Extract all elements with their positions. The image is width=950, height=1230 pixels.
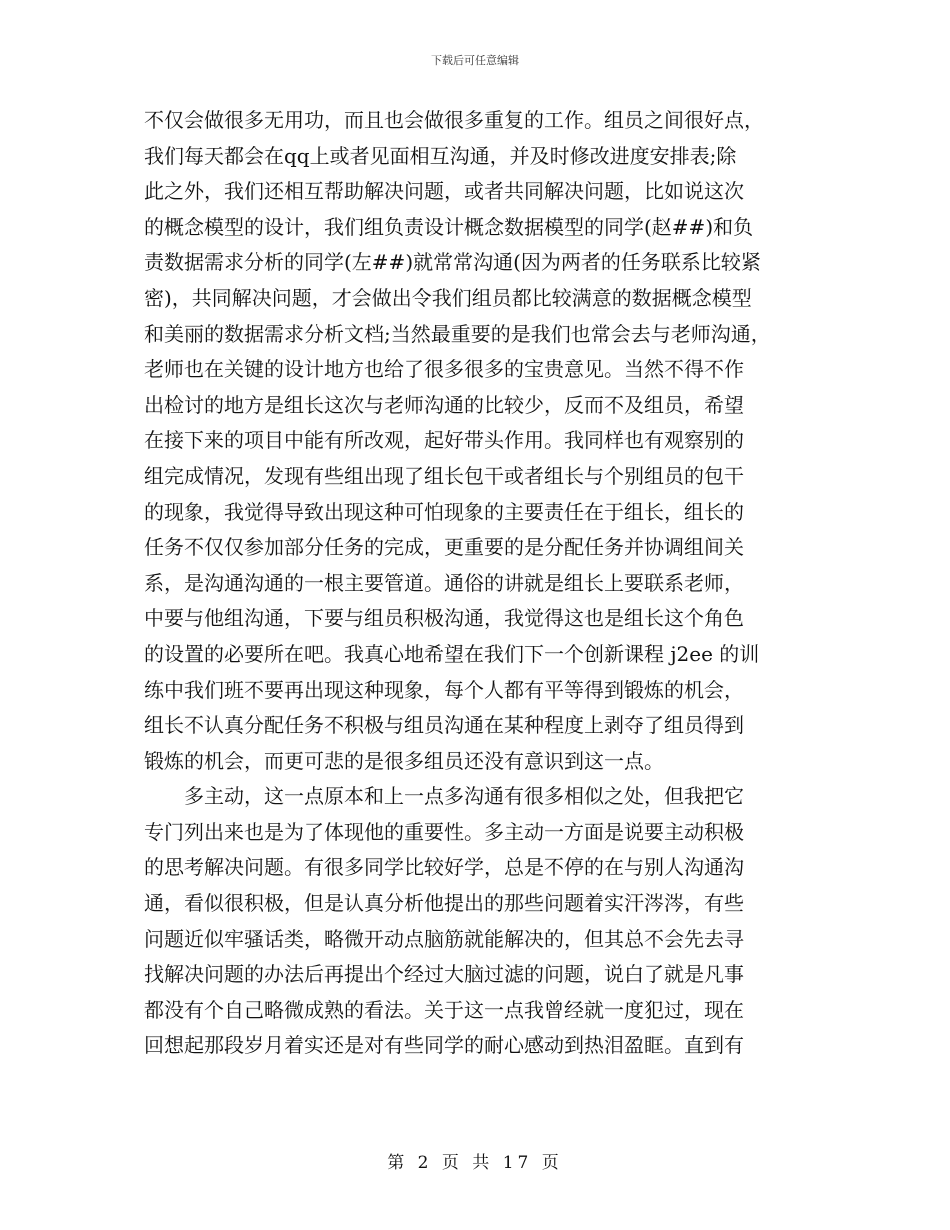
text-line: 中要与他组沟通，下要与组员积极沟通，我觉得这也是组长这个角色 <box>144 606 744 631</box>
text-line: 找解决问题的办法后再提出个经过大脑过滤的问题，说白了就是凡事 <box>144 962 744 987</box>
text-line: 组长不认真分配任务不积极与组员沟通在某种程度上剥夺了组员得到 <box>144 713 744 738</box>
text-line: 密)，共同解决问题，才会做出令我们组员都比较满意的数据概念模型 <box>144 285 752 310</box>
text-line: 都没有个自己略微成熟的看法。关于这一点我曾经就一度犯过，现在 <box>144 997 744 1022</box>
text-line: 的现象，我觉得导致出现这种可怕现象的主要责任在于组长，组长的 <box>144 499 744 524</box>
text-line: 我们每天都会在qq上或者见面相互沟通，并及时修改进度安排表;除 <box>144 143 737 168</box>
body-text <box>144 103 806 1064</box>
text-line: 的思考解决问题。有很多同学比较好学，总是不停的在与别人沟通沟 <box>144 855 744 880</box>
text-line: 在接下来的项目中能有所改观，起好带头作用。我同样也有观察别的 <box>144 428 744 453</box>
text-line: 锻炼的机会，而更可悲的是很多组员还没有意识到这一点。 <box>144 748 664 773</box>
text-line: 组完成情况，发现有些组出现了组长包干或者组长与个别组员的包干 <box>144 463 744 488</box>
page-header: 下载后可任意编辑 <box>431 54 519 67</box>
text-line: 出检讨的地方是组长这次与老师沟通的比较少，反而不及组员，希望 <box>144 392 744 417</box>
text-line: 的概念模型的设计，我们组负责设计概念数据模型的同学(赵##)和负 <box>144 214 754 239</box>
text-line: 此之外，我们还相互帮助解决问题，或者共同解决问题，比如说这次 <box>144 179 744 204</box>
text-line: 通，看似很积极，但是认真分析他提出的那些问题着实汗涔涔，有些 <box>144 891 744 916</box>
text-line: 专门列出来也是为了体现他的重要性。多主动一方面是说要主动积极 <box>144 819 744 844</box>
text-line: 练中我们班不要再出现这种现象，每个人都有平等得到锻炼的机会， <box>144 677 744 702</box>
text-line: 责数据需求分析的同学(左##)就常常沟通(因为两者的任务联系比较紧 <box>144 250 761 275</box>
text-line: 不仅会做很多无用功，而且也会做很多重复的工作。组员之间很好点， <box>144 108 764 132</box>
text-line: 任务不仅仅参加部分任务的完成，更重要的是分配任务并协调组间关 <box>144 535 744 560</box>
text-line: 回想起那段岁月着实还是对有些同学的耐心感动到热泪盈眶。直到有 <box>144 1033 744 1058</box>
text-line: 老师也在关键的设计地方也给了很多很多的宝贵意见。当然不得不作 <box>144 357 744 382</box>
text-line: 问题近似牢骚话类，略微开动点脑筋就能解决的，但其总不会先去寻 <box>144 926 744 951</box>
text-line: 的设置的必要所在吧。我真心地希望在我们下一个创新课程 j2ee 的训 <box>144 641 760 666</box>
text-line: 系，是沟通沟通的一根主要管道。通俗的讲就是组长上要联系老师， <box>144 570 744 595</box>
text-line: 多主动，这一点原本和上一点多沟通有很多相似之处，但我把它 <box>144 784 744 809</box>
text-line: 和美丽的数据需求分析文档;当然最重要的是我们也常会去与老师沟通， <box>144 321 771 346</box>
page-footer: 第 2 页 共 17 页 <box>387 1153 563 1173</box>
